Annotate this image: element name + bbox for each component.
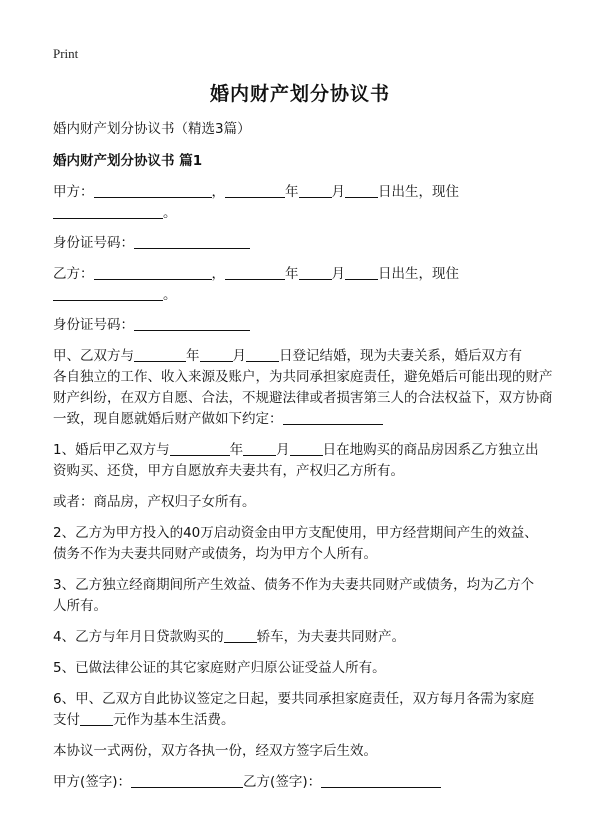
item5-line: 5、已做法律公证的其它家庭财产归原公证受益人所有。 [53, 660, 386, 676]
intro-text-4: 一致，现自愿就婚后财产做如下约定： [53, 411, 283, 427]
party-b-year-blank [225, 265, 285, 280]
subtitle: 婚内财产划分协议书（精选3篇） [53, 121, 251, 137]
party-b-address-line [53, 284, 177, 306]
party-b-address-blank [53, 286, 163, 301]
print-link[interactable]: Print [53, 46, 79, 61]
party-b-born: 日出生，现住 [378, 266, 459, 282]
intro-day-blank [246, 347, 279, 362]
closing-line: 本协议一式两份，双方各执一份，经双方签字后生效。 [53, 743, 377, 759]
item2-line-1: 2、乙方为甲方投入的40万启动资金由甲方支配使用，甲方经营期间产生的效益、 [53, 525, 538, 541]
party-a-month: 月 [331, 184, 345, 200]
intro-line-2: 各自独立的工作、收入来源及账户，为共同承担家庭责任，避免婚后可能出现的财产 [53, 369, 553, 385]
item2-line-2: 债务不作为夫妻共同财产或债务，均为甲方个人所有。 [53, 546, 377, 562]
or-text: 或者：商品房，产权归子女所有。 [53, 494, 256, 510]
item3-line-1: 3、乙方独立经商期间所产生效益、债务不作为夫妻共同财产或债务，均为乙方个 [53, 577, 535, 593]
party-a-sign-label: 甲方(签字)： [53, 774, 132, 790]
item1-day-blank [290, 441, 323, 456]
party-a-day-blank [345, 183, 378, 198]
intro-text-d: 日登记结婚，现为夫妻关系，婚后双方有 [279, 348, 522, 364]
party-b-period: 。 [163, 287, 177, 303]
party-b-id-line [53, 314, 250, 336]
item1-line-1 [53, 439, 539, 461]
party-b-month: 月 [331, 266, 345, 282]
intro-year-blank [134, 347, 186, 362]
party-a-id-label: 身份证号码： [53, 235, 134, 251]
intro-line-3: 财产纠纷，在双方自愿、合法，不规避法律或者损害第三人的合法权益下，双方协商 [53, 390, 553, 406]
intro-end-blank [283, 410, 383, 425]
party-a-born: 日出生，现住 [378, 184, 459, 200]
party-b-line [53, 263, 459, 285]
intro-year: 年 [186, 348, 200, 364]
party-a-line [53, 181, 459, 203]
item1-month-blank [243, 441, 276, 456]
party-b-sign-label: 乙方(签字)： [243, 774, 322, 790]
party-a-name-blank [94, 183, 212, 198]
item1-year: 年 [229, 442, 244, 458]
party-a-month-blank [299, 183, 332, 198]
party-b-sep: ， [211, 266, 225, 282]
party-b-label: 乙方： [53, 266, 94, 282]
intro-line-4 [53, 408, 383, 430]
party-b-sign-blank [321, 773, 441, 788]
item1-year-blank [170, 441, 230, 456]
item6-amount-blank [80, 711, 113, 726]
party-a-id-blank [134, 234, 250, 249]
party-a-address-blank [53, 204, 163, 219]
item1-text-d: 日在地购买的商品房因系乙方独立出 [322, 442, 539, 458]
item4-car-blank [224, 628, 257, 643]
party-b-id-blank [134, 316, 250, 331]
section-title: 婚内财产划分协议书 篇1 [53, 153, 203, 169]
item4-line [53, 626, 405, 648]
item4-text-a: 4、乙方与年月日贷款购买的 [53, 629, 224, 645]
item6-text-b: 元作为基本生活费。 [113, 712, 235, 728]
item6-line-1: 6、甲、乙双方自此协议签定之日起，要共同承担家庭责任，双方每月各需为家庭 [53, 691, 535, 707]
item4-text-b: 轿车，为夫妻共同财产。 [256, 629, 406, 645]
item1-line-2: 资购买、还贷，甲方自愿放弃夫妻共有，产权归乙方所有。 [53, 463, 404, 479]
intro-line-1 [53, 345, 522, 367]
party-b-year: 年 [285, 266, 299, 282]
party-a-sign-blank [131, 773, 243, 788]
party-a-year-blank [225, 183, 285, 198]
item6-text-a: 支付 [53, 712, 80, 728]
party-a-sep: ， [211, 184, 225, 200]
party-b-month-blank [299, 265, 332, 280]
party-a-period: 。 [163, 205, 177, 221]
party-a-id-line [53, 232, 250, 254]
intro-month: 月 [232, 348, 246, 364]
signature-line [53, 771, 441, 793]
party-a-label: 甲方： [53, 184, 94, 200]
party-b-day-blank [345, 265, 378, 280]
party-a-address-line [53, 202, 177, 224]
party-a-year: 年 [285, 184, 299, 200]
item1-text-a: 1、婚后甲乙双方与 [53, 442, 170, 458]
intro-month-blank [200, 347, 233, 362]
party-b-id-label: 身份证号码： [53, 317, 134, 333]
document-title: 婚内财产划分协议书 [209, 83, 390, 105]
intro-text-a: 甲、乙双方与 [53, 348, 134, 364]
item3-line-2: 人所有。 [53, 598, 107, 614]
party-b-name-blank [94, 265, 212, 280]
item6-line-2 [53, 709, 235, 731]
item1-month: 月 [276, 442, 290, 458]
